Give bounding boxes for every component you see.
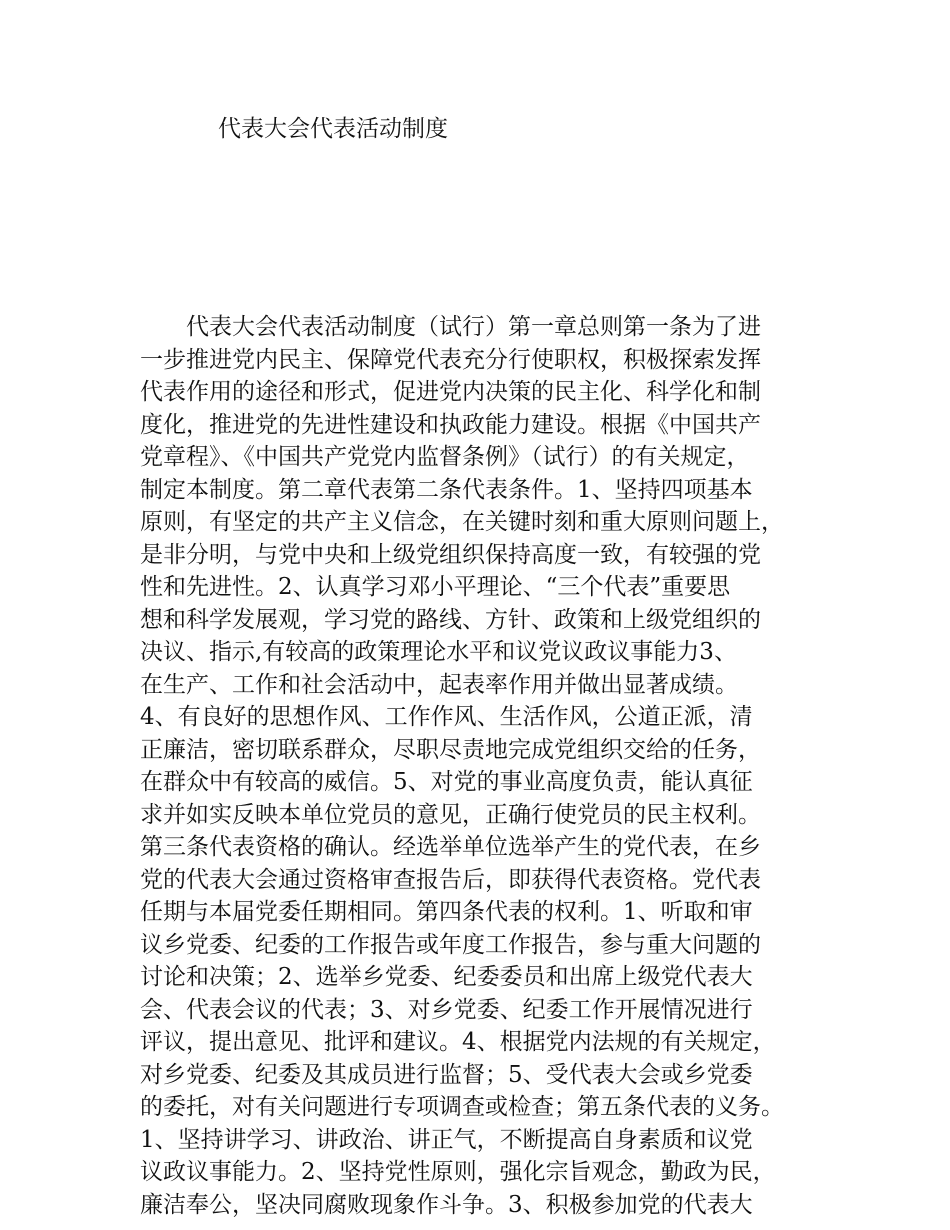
body-line: 在群众中有较高的威信。5、对党的事业高度负责，能认真征 (140, 769, 753, 795)
body-line: 廉洁奉公，坚决同腐败现象作斗争。3、积极参加党的代表大 (140, 1191, 753, 1218)
body-line: 4、有良好的思想作风、工作作风、生活作风，公道正派，清 (140, 704, 753, 730)
body-line: 对乡党委、纪委及其成员进行监督；5、受代表大会或乡党委 (140, 1061, 753, 1088)
body-line: 决议、指示,有较高的政策理论水平和议党议政议事能力3、 (140, 639, 737, 665)
body-line: 1、坚持讲学习、讲政治、讲正气，不断提高自身素质和议党 (140, 1126, 753, 1153)
body-line: 代表作用的途径和形式，促进党内决策的民主化、科学化和制 (140, 379, 761, 405)
body-line: 讨论和决策；2、选举乡党委、纪委委员和出席上级党代表大 (140, 964, 753, 990)
body-line: 的委托，对有关问题进行专项调查或检查；第五条代表的义务。 (140, 1094, 784, 1120)
body-line: 是非分明，与党中央和上级党组织保持高度一致，有较强的党 (140, 541, 761, 568)
body-line: 一步推进党内民主、保障党代表充分行使职权，积极探索发挥 (140, 346, 761, 373)
body-line: 党章程》、《中国共产党党内监督条例》（试行）的有关规定， (140, 444, 750, 470)
body-line: 原则，有坚定的共产主义信念，在关键时刻和重大原则问题上， (140, 509, 784, 535)
document-title: 代表大会代表活动制度 (218, 116, 448, 142)
document-body (140, 311, 830, 1221)
body-line: 会、代表会议的代表；3、对乡党委、纪委工作开展情况进行 (140, 996, 753, 1023)
body-line: 评议，提出意见、批评和建议。4、根据党内法规的有关规定， (140, 1029, 776, 1055)
body-line: 求并如实反映本单位党员的意见，正确行使党员的民主权利。 (140, 801, 761, 828)
body-line: 议政议事能力。2、坚持党性原则，强化宗旨观念，勤政为民， (140, 1159, 776, 1185)
body-line: 任期与本届党委任期相同。第四条代表的权利。1、听取和审 (140, 899, 753, 925)
body-line: 制定本制度。第二章代表第二条代表条件。1、坚持四项基本 (140, 476, 753, 503)
body-line: 代表大会代表活动制度（试行）第一章总则第一条为了进 (186, 314, 761, 340)
body-line: 党的代表大会通过资格审查报告后，即获得代表资格。党代表 (140, 866, 761, 893)
body-line: 在生产、工作和社会活动中，起表率作用并做出显著成绩。 (140, 671, 738, 698)
body-line: 正廉洁，密切联系群众，尽职尽责地完成党组织交给的任务， (140, 736, 761, 763)
body-line: 度化，推进党的先进性建设和执政能力建设。根据《中国共产 (140, 411, 761, 438)
body-line: 议乡党委、纪委的工作报告或年度工作报告，参与重大问题的 (140, 931, 761, 958)
body-line: 性和先进性。2、认真学习邓小平理论、“三个代表”重要思 (140, 574, 731, 600)
body-line: 第三条代表资格的确认。经选举单位选举产生的党代表，在乡 (140, 834, 761, 860)
body-line: 想和科学发展观，学习党的路线、方针、政策和上级党组织的 (140, 606, 761, 633)
